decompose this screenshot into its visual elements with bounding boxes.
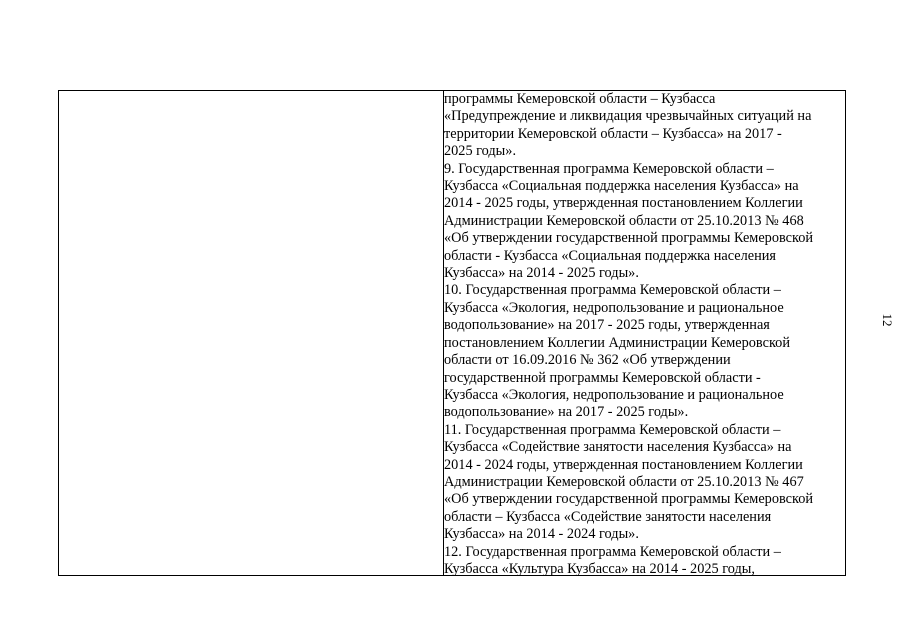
text-line: Кузбасса «Культура Кузбасса» на 2014 - 2025 годы, <box>444 560 755 575</box>
text-line: Кузбасса» на 2014 - 2025 годы». <box>444 265 639 282</box>
text-line: «Об утверждении государственной программы Кемеровской <box>444 230 814 247</box>
text-line: территории Кемеровской области – Кузбасса» на 2017 - <box>444 125 782 142</box>
text-line: Администрации Кемеровской области от 25.10.2013 № 467 <box>444 473 804 490</box>
right-cell <box>444 91 846 576</box>
text-line: Кузбасса «Содействие занятости населения Кузбасса» на <box>444 439 792 456</box>
text-line: 11. Государственная программа Кемеровской области – <box>444 421 781 438</box>
left-cell <box>59 91 444 576</box>
text-line: государственной программы Кемеровской области - <box>444 369 761 386</box>
text-line: Кузбасса «Социальная поддержка населения Кузбасса» на <box>444 178 799 195</box>
text-line: Администрации Кемеровской области от 25.10.2013 № 468 <box>444 212 804 229</box>
text-line: «Об утверждении государственной программы Кемеровской <box>444 491 814 508</box>
text-line: постановлением Коллегии Администрации Кемеровской <box>444 334 790 351</box>
text-line: Кузбасса «Экология, недропользование и рациональное <box>444 386 784 403</box>
text-line: 9. Государственная программа Кемеровской области – <box>444 160 774 177</box>
text-line: водопользование» на 2017 - 2025 годы, утвержденная <box>444 317 770 334</box>
text-line: 2014 - 2025 годы, утвержденная постановлением Коллегии <box>444 195 803 212</box>
page-number: 12 <box>880 313 895 327</box>
text-line: 10. Государственная программа Кемеровской области – <box>444 282 781 299</box>
text-line: области – Кузбасса «Содействие занятости населения <box>444 508 772 525</box>
text-line: области от 16.09.2016 № 362 «Об утверждении <box>444 352 731 369</box>
text-line: Кузбасса» на 2014 - 2024 годы». <box>444 526 639 543</box>
text-line: 12. Государственная программа Кемеровской области – <box>444 543 781 560</box>
table-row <box>59 91 846 576</box>
text-line: «Предупреждение и ликвидация чрезвычайных ситуаций на <box>444 108 812 125</box>
text-line: 2025 годы». <box>444 143 517 160</box>
program-table <box>58 90 846 576</box>
text-line: программы Кемеровской области – Кузбасса <box>444 91 716 107</box>
text-line: 2014 - 2024 годы, утвержденная постановлением Коллегии <box>444 456 803 473</box>
text-line: водопользование» на 2017 - 2025 годы». <box>444 404 689 421</box>
text-line: Кузбасса «Экология, недропользование и рациональное <box>444 299 784 316</box>
program-list-text <box>444 91 845 575</box>
text-line: области - Кузбасса «Социальная поддержка населения <box>444 247 776 264</box>
